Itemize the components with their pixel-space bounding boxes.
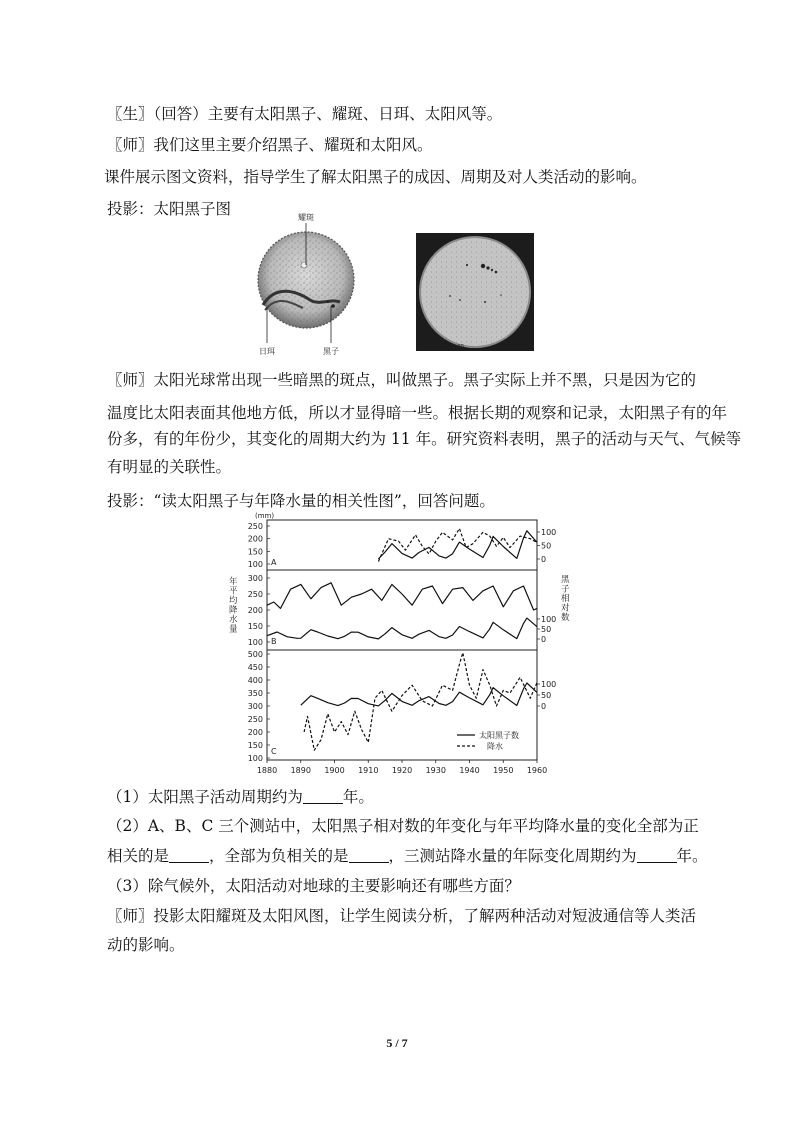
y-left-tick-C-150: 150 bbox=[247, 741, 263, 750]
x-tick-label-1910: 1910 bbox=[358, 766, 379, 775]
chart-legend bbox=[457, 730, 519, 751]
paragraph-sunspot-explanation-l1: 〖师〗太阳光球常出现一些暗黑的斑点，叫做黑子。黑子实际上并不黑，只是因为它的 bbox=[107, 371, 697, 389]
y-right-tick-A-0: 0 bbox=[541, 555, 547, 564]
y-left-tick-B-250: 250 bbox=[247, 590, 263, 599]
panel-label-a: A bbox=[271, 558, 277, 567]
paragraph-student-answer: 〖生〗（回答）主要有太阳黑子、耀斑、日珥、太阳风等。 bbox=[107, 105, 503, 123]
y-left-tick-C-500: 500 bbox=[247, 650, 263, 659]
panel-label-c: C bbox=[271, 747, 277, 756]
answer-blank-3[interactable] bbox=[349, 847, 389, 863]
paragraph-flare-wind-l1: 〖师〗投影太阳耀斑及太阳风图，让学生阅读分析，了解两种活动对短波通信等人类活 bbox=[107, 907, 697, 925]
y-left-label-char: 年 bbox=[229, 577, 238, 587]
label-sunspot: 黑子 bbox=[323, 347, 339, 356]
question-2-period: ，三测站降水量的年际变化周期约为 bbox=[388, 847, 637, 865]
y-left-tick-C-250: 250 bbox=[247, 715, 263, 724]
y-right-tick-C-0: 0 bbox=[541, 702, 547, 711]
y-left-tick-A-100: 100 bbox=[247, 560, 263, 569]
page-number: 5 / 7 bbox=[386, 1036, 408, 1050]
y-left-tick-A-200: 200 bbox=[247, 534, 263, 544]
question-2-line-2 bbox=[107, 846, 708, 866]
question-2-line-1: （2）A、B、C 三个测站中，太阳黑子相对数的年变化与年平均降水量的变化全部为正 bbox=[107, 817, 699, 835]
y-left-label-char: 量 bbox=[229, 624, 238, 635]
series-sunspot-a bbox=[378, 531, 537, 559]
x-tick-label-1940: 1940 bbox=[459, 766, 480, 775]
y-left-tick-C-400: 400 bbox=[247, 676, 263, 685]
y-right-tick-B-50: 50 bbox=[541, 625, 552, 634]
question-2-unit: 年。 bbox=[676, 847, 708, 865]
y-right-tick-C-50: 50 bbox=[541, 691, 552, 700]
paragraph-projection-sunspot: 投影：太阳黑子图 bbox=[107, 200, 232, 218]
question-2-negative: ，全部为负相关的是 bbox=[209, 847, 349, 865]
y-right-label-char: 数 bbox=[561, 613, 570, 623]
y-right-tick-A-100: 100 bbox=[541, 528, 557, 537]
answer-blank-4[interactable] bbox=[637, 847, 677, 863]
series-sunspot-b bbox=[267, 618, 537, 639]
question-1 bbox=[107, 787, 374, 807]
y-left-tick-B-100: 100 bbox=[247, 638, 263, 647]
y-left-label bbox=[229, 576, 238, 635]
paragraph-sunspot-explanation-l2: 温度比太阳表面其他地方低，所以才显得暗一些。根据长期的观察和记录，太阳黑子有的年 bbox=[107, 404, 728, 422]
photo-caption: 2001/03/29 09:30 bbox=[419, 344, 464, 350]
label-prominence: 日珥 bbox=[259, 347, 275, 356]
answer-blank-2[interactable] bbox=[169, 847, 209, 863]
label-flare: 耀斑 bbox=[298, 213, 314, 222]
answer-blank-1[interactable] bbox=[303, 788, 343, 804]
y-left-tick-B-150: 150 bbox=[247, 622, 263, 631]
y-right-label bbox=[561, 575, 570, 623]
y-left-label-char: 降 bbox=[229, 605, 238, 616]
y-right-tick-C-100: 100 bbox=[541, 680, 557, 689]
x-tick-label-1880: 1880 bbox=[256, 766, 278, 775]
y-right-tick-A-50: 50 bbox=[541, 541, 552, 551]
legend-precip: 降水 bbox=[487, 742, 503, 751]
y-left-tick-B-200: 200 bbox=[247, 606, 263, 615]
question-2-positive: 相关的是 bbox=[107, 847, 170, 865]
paragraph-sunspot-explanation-l4: 有明显的关联性。 bbox=[107, 458, 232, 476]
y-left-tick-B-300: 300 bbox=[247, 574, 263, 583]
y-right-tick-B-100: 100 bbox=[541, 615, 557, 624]
y-left-label-char: 水 bbox=[229, 615, 238, 625]
paragraph-sunspot-explanation-l3: 份多，有的年份少，其变化的周期大约为 11 年。研究资料表明，黑子的活动与天气、气候等 bbox=[107, 430, 742, 448]
y-left-tick-A-150: 150 bbox=[247, 547, 263, 557]
y-right-label-char: 对 bbox=[561, 603, 570, 614]
x-tick-label-1930: 1930 bbox=[425, 766, 446, 775]
y-left-label-char: 平 bbox=[229, 586, 238, 597]
question-1-text: （1）太阳黑子活动周期约为 bbox=[107, 788, 303, 806]
paragraph-teacher-intro: 〖师〗我们这里主要介绍黑子、耀斑和太阳风。 bbox=[107, 136, 433, 154]
series-precip-b bbox=[267, 583, 537, 610]
x-tick-label-1920: 1920 bbox=[391, 766, 413, 775]
y-left-tick-C-350: 350 bbox=[247, 689, 263, 698]
y-right-label-char: 相 bbox=[561, 594, 570, 604]
sunspot-figure bbox=[255, 210, 545, 360]
paragraph-projection-chart: 投影：“读太阳黑子与年降水量的相关性图”，回答问题。 bbox=[107, 492, 495, 510]
x-tick-label-1890: 1890 bbox=[290, 766, 311, 775]
question-3: （3）除气候外，太阳活动对地球的主要影响还有哪些方面？ bbox=[107, 877, 520, 895]
y-left-tick-C-300: 300 bbox=[247, 702, 263, 711]
x-tick-label-1950: 1950 bbox=[493, 766, 514, 775]
y-right-label-char: 子 bbox=[561, 584, 570, 595]
y-left-label-char: 均 bbox=[229, 596, 238, 606]
y-right-label-char: 黑 bbox=[561, 575, 570, 585]
y-right-tick-B-0: 0 bbox=[541, 635, 547, 644]
paragraph-courseware: 课件展示图文资料，指导学生了解太阳黑子的成因、周期及对人类活动的影响。 bbox=[104, 168, 647, 186]
chart-frame bbox=[267, 520, 537, 760]
sunspot-precipitation-chart bbox=[225, 508, 575, 778]
y-left-tick-C-200: 200 bbox=[247, 728, 263, 737]
y-left-tick-A-250: 250 bbox=[247, 522, 263, 531]
y-left-tick-C-100: 100 bbox=[247, 754, 263, 763]
question-1-unit: 年。 bbox=[342, 788, 374, 806]
x-tick-label-1900: 1900 bbox=[324, 766, 345, 775]
series-sunspot-c bbox=[301, 683, 537, 706]
paragraph-flare-wind-l2: 动的影响。 bbox=[107, 936, 185, 954]
y-left-tick-C-450: 450 bbox=[247, 663, 263, 672]
unit-label: (mm) bbox=[255, 512, 275, 520]
legend-sunspot: 太阳黑子数 bbox=[479, 731, 519, 740]
panel-label-b: B bbox=[271, 637, 277, 646]
x-tick-label-1960: 1960 bbox=[526, 766, 548, 775]
sun-photo bbox=[416, 233, 534, 351]
